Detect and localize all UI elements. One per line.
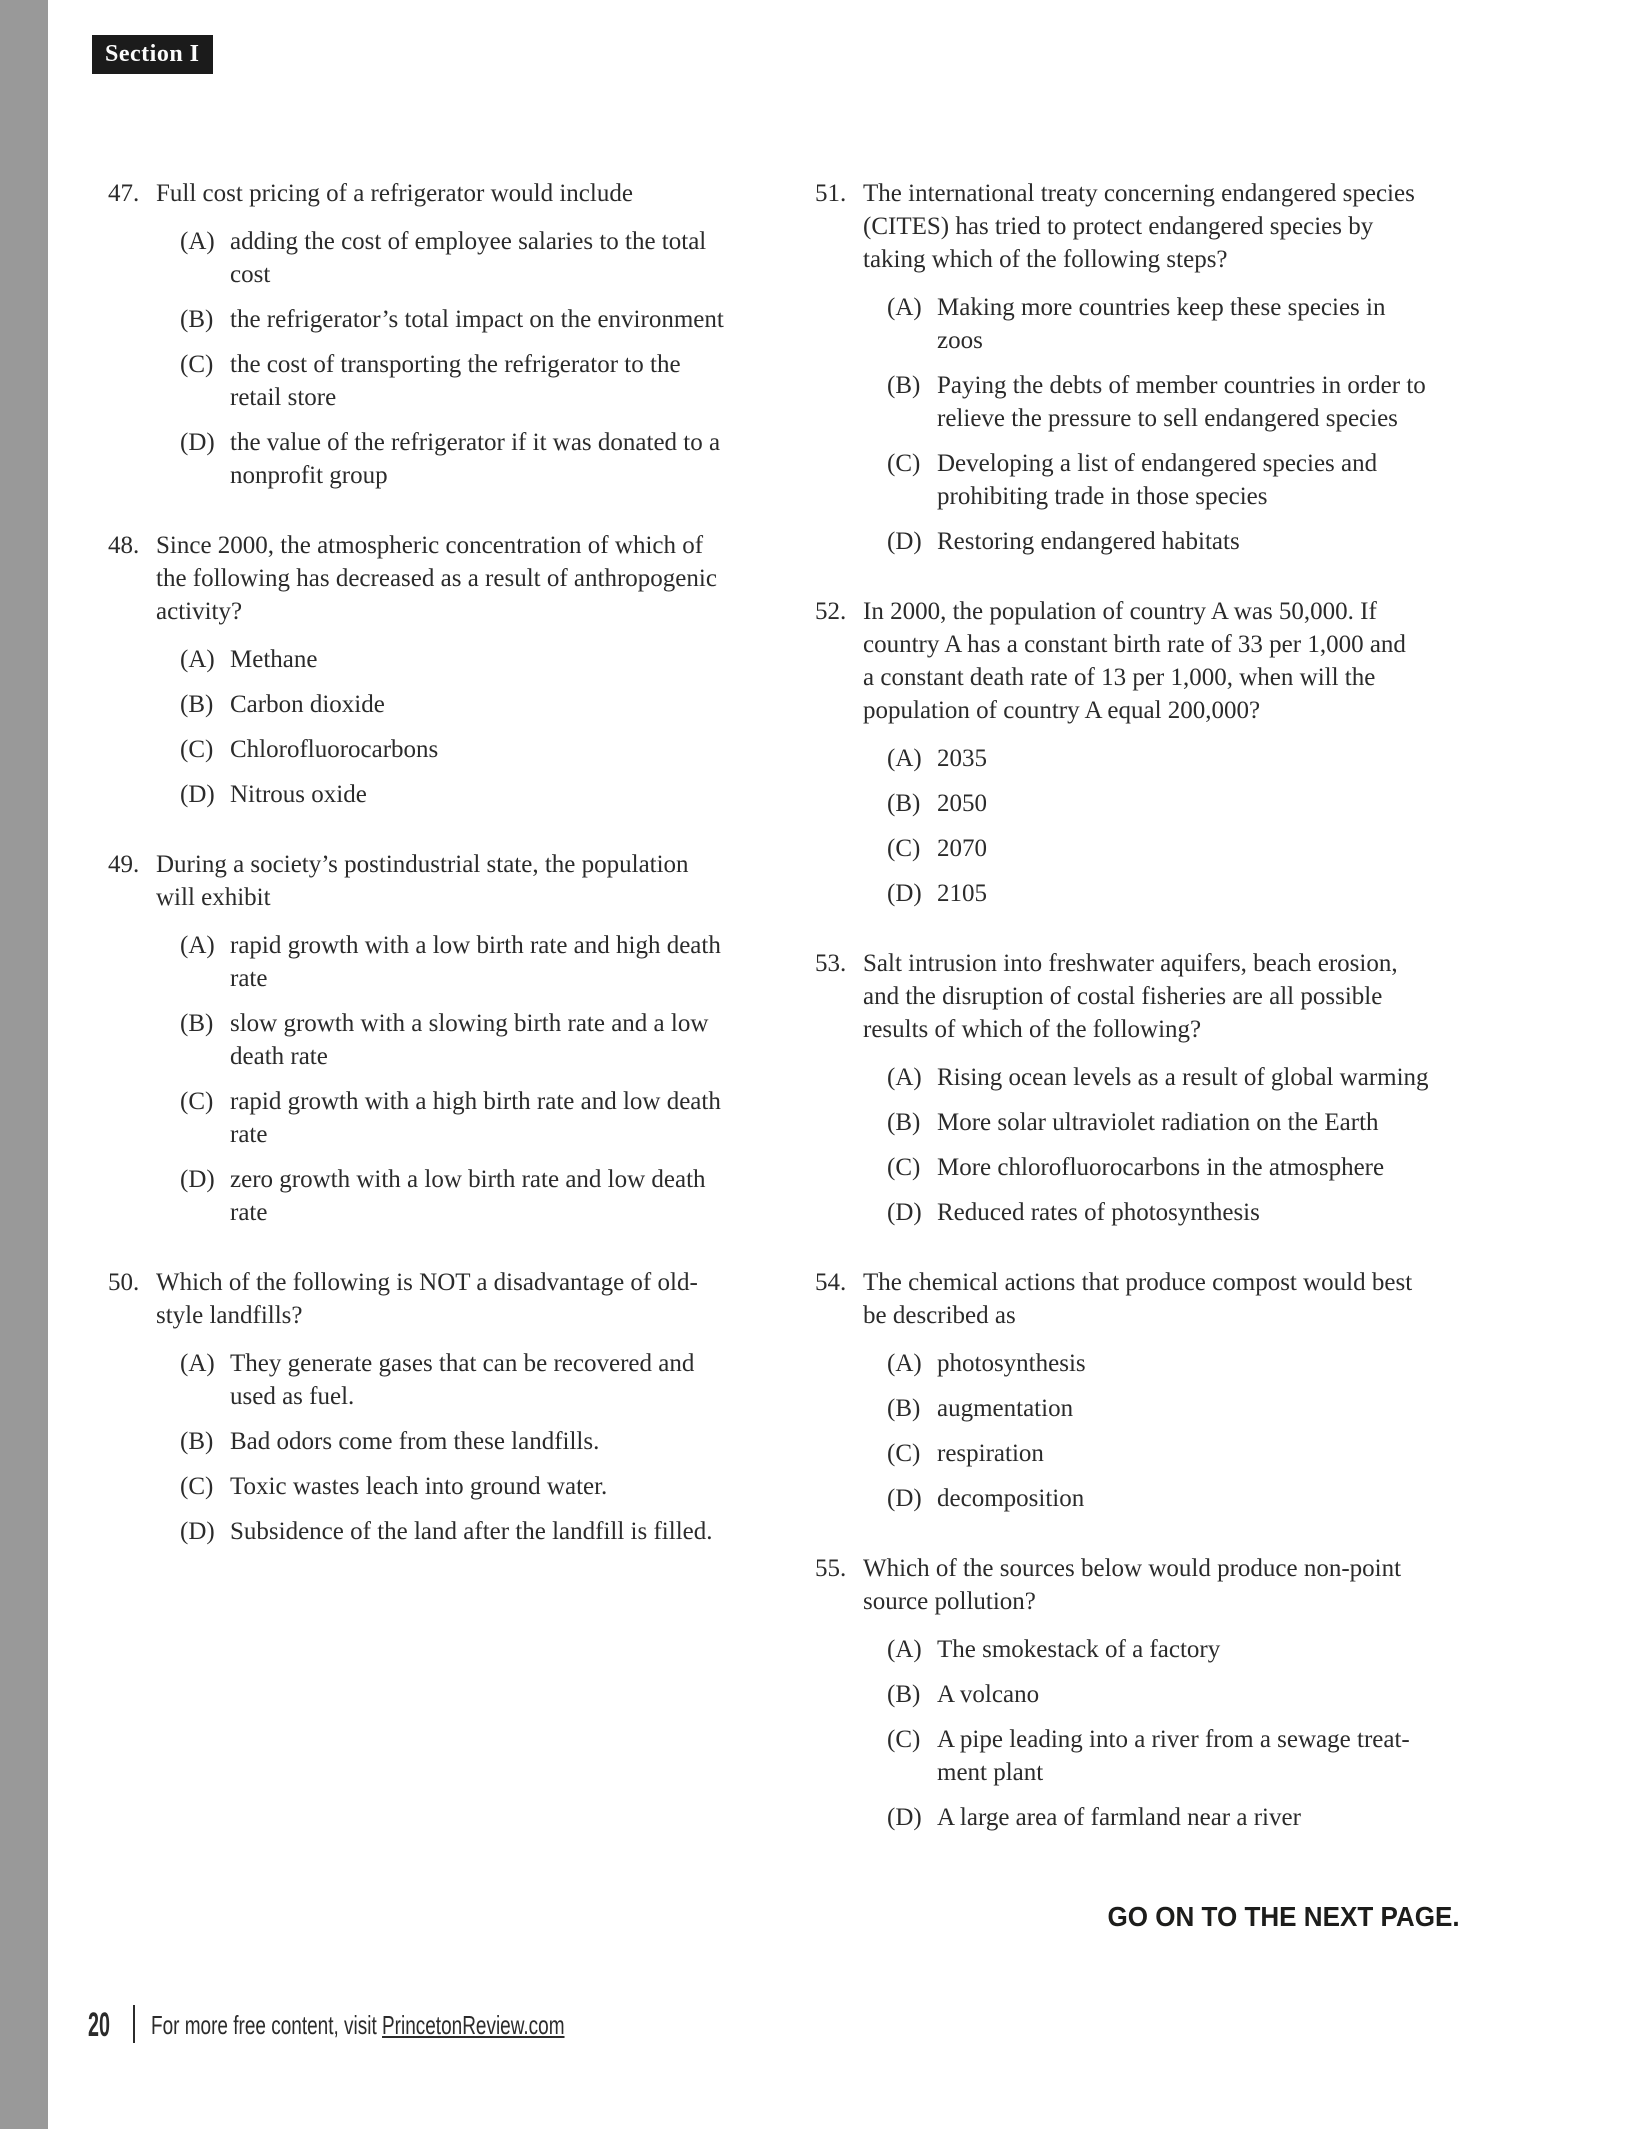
- option-line: cost: [230, 261, 271, 288]
- option-line: Making more countries keep these species in: [937, 294, 1386, 321]
- option-line: Restoring endangered habitats: [937, 528, 1240, 555]
- option-b: [180, 1425, 808, 1458]
- option-line: Toxic wastes leach into ground water.: [230, 1473, 608, 1500]
- option-d: [887, 877, 1515, 910]
- option-text: [230, 688, 808, 721]
- option-text: [937, 1392, 1515, 1425]
- stem-line: activity?: [156, 598, 243, 625]
- section-badge: [92, 35, 213, 74]
- stem-line: country A has a constant birth rate of 33 per 1,000 and: [863, 631, 1406, 658]
- question-stem: [863, 947, 1515, 1046]
- question-47: [108, 177, 808, 492]
- stem-line: will exhibit: [156, 884, 271, 911]
- page-number: 20: [88, 2006, 110, 2044]
- option-c: [887, 832, 1515, 865]
- option-line: Nitrous oxide: [230, 781, 367, 808]
- options-list: [180, 225, 808, 492]
- question-stem: [156, 529, 808, 628]
- option-letter: (A): [180, 932, 215, 959]
- stem-line: the following has decreased as a result of anthropogenic: [156, 565, 717, 592]
- option-c: [180, 1470, 808, 1503]
- stem-line: During a society’s postindustrial state, the population: [156, 851, 689, 878]
- stem-line: and the disruption of costal fisheries are all possible: [863, 983, 1383, 1010]
- option-c: [887, 1151, 1515, 1184]
- option-line: slow growth with a slowing birth rate and a low: [230, 1010, 709, 1037]
- option-line: rate: [230, 1121, 268, 1148]
- options-list: [180, 643, 808, 811]
- option-c: [180, 733, 808, 766]
- option-text: [937, 1061, 1515, 1094]
- option-letter: (B): [180, 691, 214, 718]
- option-letter: (B): [180, 1428, 214, 1455]
- stem-line: taking which of the following steps?: [863, 246, 1228, 273]
- option-a: [887, 1061, 1515, 1094]
- option-line: The smokestack of a factory: [937, 1636, 1221, 1663]
- question-stem: [156, 848, 808, 914]
- stem-line: Since 2000, the atmospheric concentration of which of: [156, 532, 704, 559]
- option-text: [937, 1633, 1515, 1666]
- option-letter: (D): [887, 1485, 922, 1512]
- option-line: More solar ultraviolet radiation on the Earth: [937, 1109, 1379, 1136]
- option-a: [887, 1633, 1515, 1666]
- section-badge-label: Section I: [105, 41, 200, 67]
- question-stem-row: [815, 177, 1515, 276]
- question-54: [815, 1266, 1515, 1515]
- option-text: [230, 1007, 808, 1073]
- options-list: [887, 1061, 1515, 1229]
- option-text: [230, 1347, 808, 1413]
- question-51: [815, 177, 1515, 558]
- stem-line: be described as: [863, 1302, 1016, 1329]
- option-letter: (C): [180, 1473, 214, 1500]
- option-line: 2035: [937, 745, 987, 772]
- question-stem-row: [108, 177, 808, 210]
- option-text: [230, 643, 808, 676]
- option-line: Methane: [230, 646, 318, 673]
- option-b: [180, 1007, 808, 1073]
- option-line: respiration: [937, 1440, 1044, 1467]
- option-line: Chlorofluorocarbons: [230, 736, 439, 763]
- option-a: [887, 742, 1515, 775]
- stem-line: The chemical actions that produce compost would best: [863, 1269, 1413, 1296]
- option-text: [230, 225, 808, 291]
- option-letter: (B): [180, 1010, 214, 1037]
- question-48: [108, 529, 808, 811]
- option-letter: (C): [887, 1154, 921, 1181]
- question-53: [815, 947, 1515, 1229]
- question-stem-row: [815, 1266, 1515, 1332]
- option-c: [887, 1437, 1515, 1470]
- options-list: [887, 1347, 1515, 1515]
- question-number: 54.: [815, 1269, 847, 1296]
- options-list: [887, 1633, 1515, 1834]
- option-text: [937, 447, 1515, 513]
- option-d: [887, 1801, 1515, 1834]
- option-letter: (C): [180, 736, 214, 763]
- option-c: [180, 1085, 808, 1151]
- stem-line: source pollution?: [863, 1588, 1036, 1615]
- option-letter: (A): [180, 1350, 215, 1377]
- option-text: [230, 1163, 808, 1229]
- option-line: 2050: [937, 790, 987, 817]
- option-text: [937, 291, 1515, 357]
- option-line: zero growth with a low birth rate and low death: [230, 1166, 706, 1193]
- option-letter: (C): [887, 835, 921, 862]
- option-text: [230, 1425, 808, 1458]
- option-letter: (A): [180, 646, 215, 673]
- option-letter: (C): [887, 1440, 921, 1467]
- option-line: 2105: [937, 880, 987, 907]
- option-text: [937, 1106, 1515, 1139]
- question-number: 49.: [108, 851, 140, 878]
- page-edge-bar: [0, 0, 48, 2129]
- option-b: [180, 688, 808, 721]
- option-a: [180, 929, 808, 995]
- question-stem: [863, 1552, 1515, 1618]
- option-a: [887, 291, 1515, 357]
- option-a: [180, 1347, 808, 1413]
- question-55: [815, 1552, 1515, 1834]
- option-letter: (B): [887, 1395, 921, 1422]
- question-number: 52.: [815, 598, 847, 625]
- question-50: [108, 1266, 808, 1548]
- stem-line: style landfills?: [156, 1302, 303, 1329]
- question-stem: [156, 1266, 808, 1332]
- option-line: used as fuel.: [230, 1383, 355, 1410]
- option-letter: (D): [180, 1166, 215, 1193]
- option-line: More chlorofluorocarbons in the atmosphere: [937, 1154, 1385, 1181]
- options-list: [180, 1347, 808, 1548]
- stem-line: Which of the sources below would produce non-point: [863, 1555, 1402, 1582]
- options-list: [887, 291, 1515, 558]
- option-text: [230, 1515, 808, 1548]
- option-letter: (D): [180, 1518, 215, 1545]
- option-text: [230, 778, 808, 811]
- option-b: [887, 1106, 1515, 1139]
- option-letter: (B): [180, 306, 214, 333]
- option-b: [887, 787, 1515, 820]
- option-line: rate: [230, 1199, 268, 1226]
- option-text: [230, 1085, 808, 1151]
- option-a: [887, 1347, 1515, 1380]
- options-list: [887, 742, 1515, 910]
- option-letter: (D): [887, 528, 922, 555]
- option-line: 2070: [937, 835, 987, 862]
- option-letter: (A): [180, 228, 215, 255]
- option-line: nonprofit group: [230, 462, 388, 489]
- option-line: rate: [230, 965, 268, 992]
- option-line: decomposition: [937, 1485, 1085, 1512]
- option-line: rapid growth with a high birth rate and low death: [230, 1088, 721, 1115]
- option-line: death rate: [230, 1043, 328, 1070]
- stem-line: Salt intrusion into freshwater aquifers, beach erosion,: [863, 950, 1398, 977]
- option-letter: (A): [887, 1350, 922, 1377]
- stem-line: The international treaty concerning endangered species: [863, 180, 1415, 207]
- option-text: [937, 1437, 1515, 1470]
- stem-line: results of which of the following?: [863, 1016, 1202, 1043]
- option-line: A large area of farmland near a river: [937, 1804, 1301, 1831]
- option-text: [230, 426, 808, 492]
- option-letter: (C): [887, 450, 921, 477]
- options-list: [180, 929, 808, 1229]
- option-d: [180, 1515, 808, 1548]
- go-on-notice: GO ON TO THE NEXT PAGE.: [1107, 1901, 1460, 1932]
- option-line: augmentation: [937, 1395, 1074, 1422]
- option-b: [887, 1678, 1515, 1711]
- option-d: [887, 525, 1515, 558]
- option-line: Subsidence of the land after the landfill is filled.: [230, 1518, 713, 1545]
- question-stem: [156, 177, 808, 210]
- option-text: [937, 877, 1515, 910]
- question-number: 47.: [108, 180, 140, 207]
- option-line: relieve the pressure to sell endangered species: [937, 405, 1398, 432]
- option-d: [180, 426, 808, 492]
- stem-line: Full cost pricing of a refrigerator would include: [156, 180, 633, 207]
- option-letter: (B): [887, 1109, 921, 1136]
- option-b: [180, 303, 808, 336]
- option-b: [887, 1392, 1515, 1425]
- option-line: rapid growth with a low birth rate and high death: [230, 932, 721, 959]
- stem-line: population of country A equal 200,000?: [863, 697, 1261, 724]
- option-line: prohibiting trade in those species: [937, 483, 1268, 510]
- question-stem-row: [108, 848, 808, 914]
- option-letter: (D): [887, 1199, 922, 1226]
- question-stem-row: [815, 1552, 1515, 1618]
- option-line: photosynthesis: [937, 1350, 1086, 1377]
- option-d: [180, 778, 808, 811]
- option-line: retail store: [230, 384, 337, 411]
- option-letter: (C): [887, 1726, 921, 1753]
- option-text: [230, 1470, 808, 1503]
- option-c: [180, 348, 808, 414]
- option-line: A volcano: [937, 1681, 1040, 1708]
- option-letter: (D): [180, 429, 215, 456]
- page-footer: [0, 2000, 1640, 2060]
- option-letter: (B): [887, 790, 921, 817]
- option-text: [937, 1151, 1515, 1184]
- option-c: [887, 1723, 1515, 1789]
- option-text: [230, 929, 808, 995]
- option-text: [937, 1723, 1515, 1789]
- option-line: the cost of transporting the refrigerator to the: [230, 351, 681, 378]
- option-d: [180, 1163, 808, 1229]
- option-d: [887, 1196, 1515, 1229]
- option-text: [937, 525, 1515, 558]
- question-column-right: [815, 177, 1515, 1871]
- option-a: [180, 643, 808, 676]
- option-c: [887, 447, 1515, 513]
- question-stem-row: [815, 595, 1515, 727]
- option-text: [230, 303, 808, 336]
- option-line: Reduced rates of photosynthesis: [937, 1199, 1260, 1226]
- stem-line: a constant death rate of 13 per 1,000, when will the: [863, 664, 1376, 691]
- option-line: A pipe leading into a river from a sewage treat-: [937, 1726, 1410, 1753]
- question-stem: [863, 177, 1515, 276]
- stem-line: Which of the following is NOT a disadvantage of old-: [156, 1269, 698, 1296]
- option-line: adding the cost of employee salaries to the total: [230, 228, 707, 255]
- question-number: 53.: [815, 950, 847, 977]
- option-line: Rising ocean levels as a result of global warming: [937, 1064, 1429, 1091]
- option-letter: (B): [887, 1681, 921, 1708]
- option-line: Developing a list of endangered species and: [937, 450, 1378, 477]
- question-number: 48.: [108, 532, 140, 559]
- stem-line: In 2000, the population of country A was 50,000. If: [863, 598, 1377, 625]
- option-letter: (D): [887, 1804, 922, 1831]
- option-letter: (A): [887, 745, 922, 772]
- stem-line: (CITES) has tried to protect endangered species by: [863, 213, 1374, 240]
- option-letter: (A): [887, 1064, 922, 1091]
- option-letter: (C): [180, 351, 214, 378]
- question-number: 50.: [108, 1269, 140, 1296]
- question-stem-row: [815, 947, 1515, 1046]
- option-letter: (A): [887, 294, 922, 321]
- question-stem: [863, 1266, 1515, 1332]
- question-number: 51.: [815, 180, 847, 207]
- option-line: Bad odors come from these landfills.: [230, 1428, 600, 1455]
- question-stem-row: [108, 529, 808, 628]
- option-text: [937, 742, 1515, 775]
- footer-text: [151, 2010, 565, 2041]
- option-letter: (A): [887, 1636, 922, 1663]
- question-stem: [863, 595, 1515, 727]
- footer-text-label: For more free content, visit: [151, 2010, 383, 2040]
- question-column-left: [108, 177, 808, 1585]
- option-letter: (D): [180, 781, 215, 808]
- option-line: Carbon dioxide: [230, 691, 385, 718]
- option-line: ment plant: [937, 1759, 1044, 1786]
- option-line: the value of the refrigerator if it was donated to a: [230, 429, 721, 456]
- option-text: [230, 733, 808, 766]
- footer-divider: [133, 2005, 135, 2043]
- option-text: [937, 832, 1515, 865]
- option-d: [887, 1482, 1515, 1515]
- footer-link[interactable]: PrincetonReview.com: [382, 2010, 565, 2040]
- option-letter: (D): [887, 880, 922, 907]
- option-a: [180, 225, 808, 291]
- option-line: They generate gases that can be recovered and: [230, 1350, 695, 1377]
- question-52: [815, 595, 1515, 910]
- option-text: [937, 1196, 1515, 1229]
- question-stem-row: [108, 1266, 808, 1332]
- option-text: [937, 1801, 1515, 1834]
- option-line: Paying the debts of member countries in order to: [937, 372, 1426, 399]
- option-text: [937, 787, 1515, 820]
- option-text: [937, 369, 1515, 435]
- question-number: 55.: [815, 1555, 847, 1582]
- option-letter: (B): [887, 372, 921, 399]
- option-line: the refrigerator’s total impact on the environment: [230, 306, 724, 333]
- option-letter: (C): [180, 1088, 214, 1115]
- option-text: [937, 1678, 1515, 1711]
- option-text: [937, 1482, 1515, 1515]
- option-line: zoos: [937, 327, 983, 354]
- option-b: [887, 369, 1515, 435]
- option-text: [230, 348, 808, 414]
- option-text: [937, 1347, 1515, 1380]
- question-49: [108, 848, 808, 1229]
